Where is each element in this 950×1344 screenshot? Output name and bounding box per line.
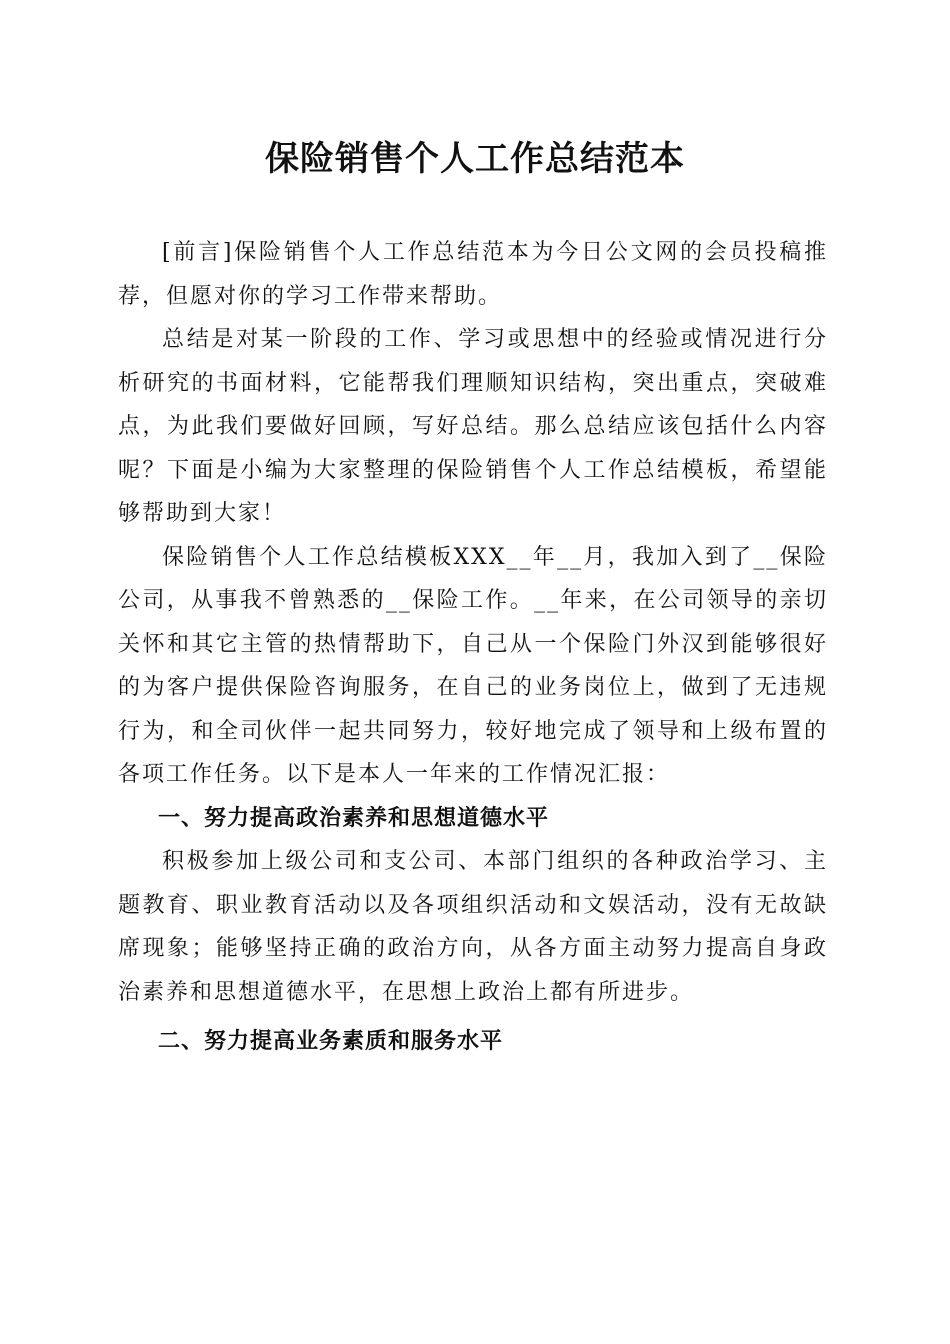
section-heading-1: 一、努力提高政治素养和思想道德水平	[158, 805, 550, 831]
document-title: 保险销售个人工作总结范本	[265, 139, 685, 179]
document-body	[118, 231, 828, 1064]
section-1-paragraph: 积极参加上级公司和支公司、本部门组织的各种政治学习、主题教育、职业教育活动以及各项组织活动和文娱活动，没有无故缺席现象；能够坚持正确的政治方向，从各方面主动努力提高自身政治素养和思想道德水平，在思想上政治上都有所进步。	[118, 849, 828, 1005]
intro-paragraph: 总结是对某一阶段的工作、学习或思想中的经验或情况进行分析研究的书面材料，它能帮我们理顺知识结构，突出重点，突破难点，为此我们要做好回顾，写好总结。那么总结应该包括什么内容呢？下面是小编为大家整理的保险销售个人工作总结模板，希望能够帮助到大家！	[118, 327, 828, 526]
preface-paragraph: [前言]保险销售个人工作总结范本为今日公文网的会员投稿推荐，但愿对你的学习工作带来帮助。	[118, 240, 828, 309]
summary-paragraph: 保险销售个人工作总结模板XXX__年__月，我加入到了__保险公司，从事我不曾熟悉的__保险工作。__年来，在公司领导的亲切关怀和其它主管的热情帮助下，自己从一个保险门外汉到能够很好的为客户提供保险咨询服务，在自己的业务岗位上，做到了无违规行为，和全司伙伴一起共同努力，较好地完成了领导和上级布置的各项工作任务。以下是本人一年来的工作情况汇报：	[118, 544, 828, 787]
section-heading-2: 二、努力提高业务素质和服务水平	[158, 1029, 504, 1054]
